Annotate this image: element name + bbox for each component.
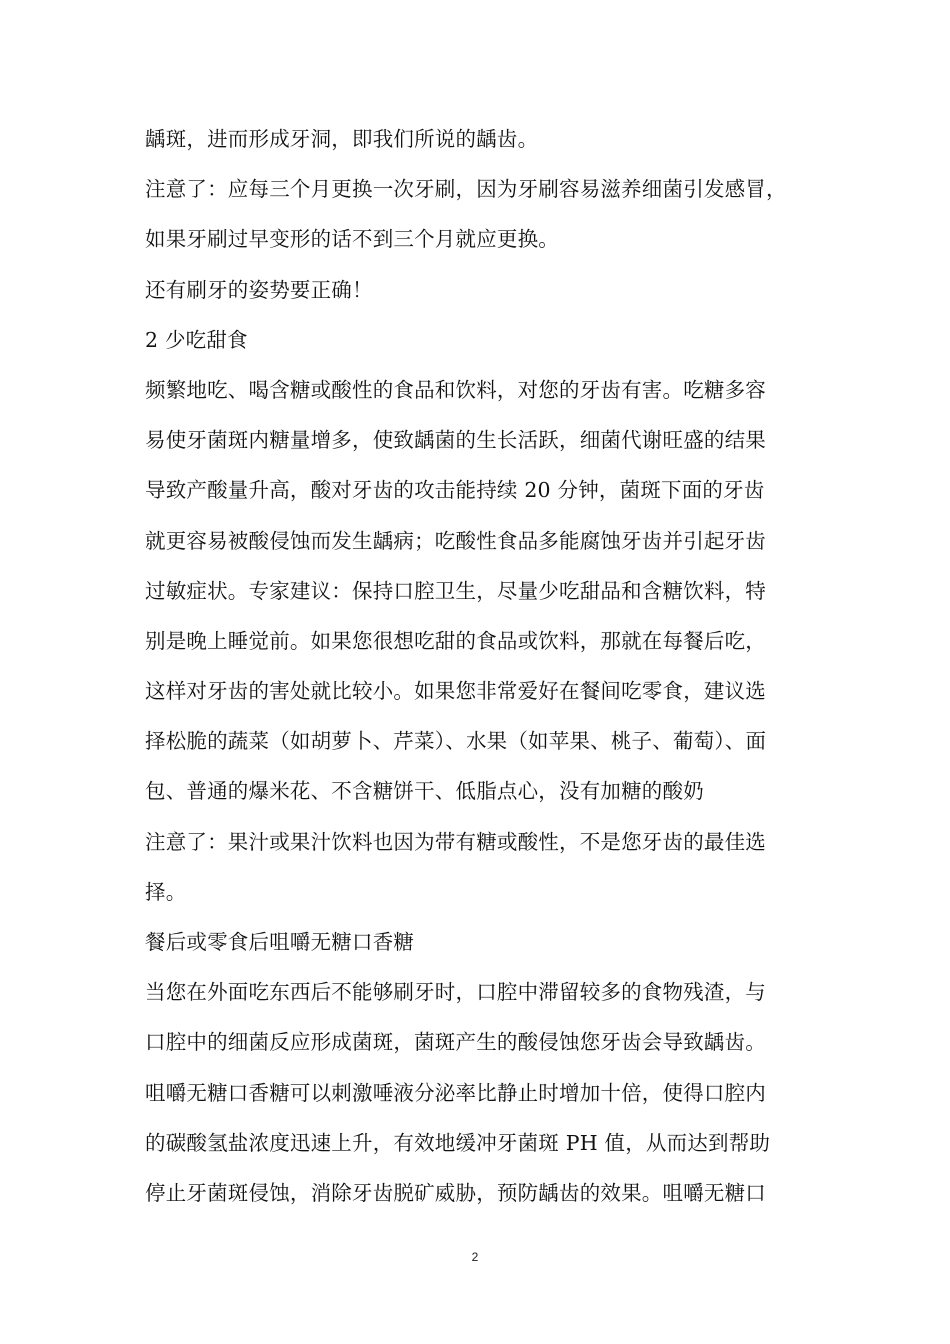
text-line: 的碳酸氢盐浓度迅速上升，有效地缓冲牙菌斑 PH 值，从而达到帮助 [145,1130,771,1155]
text-line: 当您在外面吃东西后不能够刷牙时，口腔中滞留较多的食物残渣，与 [145,980,766,1005]
page-number: 2 [471,1250,479,1264]
text-line: 还有刷牙的姿势要正确！ [145,277,373,302]
section-heading: 餐后或零食后咀嚼无糖口香糖 [145,930,415,954]
text-line: 导致产酸量升高，酸对牙齿的攻击能持续 20 分钟，菌斑下面的牙齿 [145,478,765,503]
document-body [145,114,810,1218]
text-line: 龋斑，进而形成牙洞，即我们所说的龋齿。 [145,127,539,151]
text-line: 注意了：应每三个月更换一次牙刷，因为牙刷容易滋养细菌引发感冒， [145,177,787,202]
text-line: 择松脆的蔬菜（如胡萝卜、芹菜）、水果（如苹果、桃子、葡萄）、面 [145,729,767,754]
text-line: 别是晚上睡觉前。如果您很想吃甜的食品或饮料，那就在每餐后吃， [145,628,766,653]
text-line: 停止牙菌斑侵蚀，消除牙齿脱矿威胁，预防龋齿的效果。咀嚼无糖口 [145,1180,766,1205]
text-line: 择。 [145,879,187,904]
text-line: 包、普通的爆米花、不含糖饼干、低脂点心，没有加糖的酸奶 [145,779,704,804]
section-heading: 2 少吃甜食 [145,327,248,352]
text-line: 这样对牙齿的害处就比较小。如果您非常爱好在餐间吃零食，建议选 [145,679,766,704]
text-line: 就更容易被酸侵蚀而发生龋病；吃酸性食品多能腐蚀牙齿并引起牙齿 [145,528,766,553]
text-line: 注意了：果汁或果汁饮料也因为带有糖或酸性，不是您牙齿的最佳选 [145,829,766,854]
text-line: 易使牙菌斑内糖量增多，使致龋菌的生长活跃，细菌代谢旺盛的结果 [145,428,766,453]
text-line: 口腔中的细菌反应形成菌斑，菌斑产生的酸侵蚀您牙齿会导致龋齿。 [145,1030,766,1055]
text-line: 频繁地吃、喝含糖或酸性的食品和饮料，对您的牙齿有害。吃糖多容 [145,377,766,402]
text-line: 咀嚼无糖口香糖可以刺激唾液分泌率比静止时增加十倍，使得口腔内 [145,1080,766,1105]
text-line: 如果牙刷过早变形的话不到三个月就应更换。 [145,227,559,252]
text-line: 过敏症状。专家建议：保持口腔卫生，尽量少吃甜品和含糖饮料，特 [145,578,766,603]
